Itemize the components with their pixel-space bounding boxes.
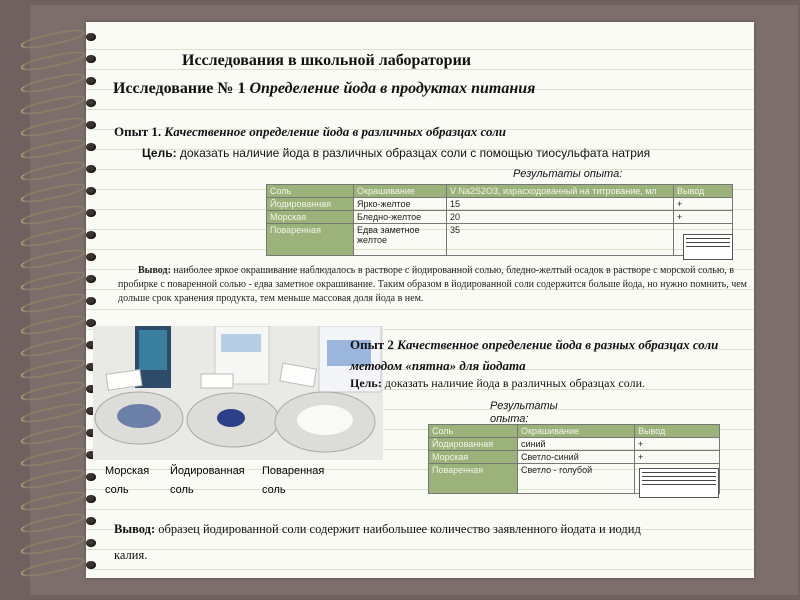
table-cell: Морская <box>429 451 518 464</box>
spiral-ring-icon <box>20 30 102 44</box>
exp1-goal-label: Цель: <box>142 146 177 160</box>
spiral-ring-icon <box>20 492 102 506</box>
table-cell: 20 <box>447 211 674 224</box>
table-row <box>429 438 720 451</box>
exp2-label: Опыт 2 <box>350 337 398 352</box>
exp1-results-label: Результаты опыта: <box>513 168 623 180</box>
table-cell: Поваренная <box>429 464 518 494</box>
spiral-ring-icon <box>20 448 102 462</box>
spiral-ring-icon <box>20 140 102 154</box>
page-title: Исследования в школьной лаборатории <box>182 52 471 69</box>
table-header-cell: Соль <box>429 425 518 438</box>
table-header-cell: V Na2S2O3, израсходованный на титрование, мл <box>447 185 674 198</box>
spiral-ring-icon <box>20 316 102 330</box>
spiral-ring-icon <box>20 360 102 374</box>
table-row <box>267 211 733 224</box>
spiral-ring-icon <box>20 74 102 88</box>
subtitle-prefix: Исследование № 1 <box>113 80 250 97</box>
table-cell: Морская <box>267 211 354 224</box>
spiral-ring-icon <box>20 382 102 396</box>
salt-samples-photo <box>93 326 383 460</box>
spiral-ring-icon <box>20 470 102 484</box>
table-row <box>267 198 733 211</box>
subtitle-topic: Определение йода в продуктах питания <box>249 80 536 97</box>
spiral-ring-icon <box>20 338 102 352</box>
spiral-ring-icon <box>20 52 102 66</box>
table-cell: + <box>635 438 720 451</box>
exp1-conclusion-label: Вывод: <box>138 265 171 276</box>
spiral-ring-icon <box>20 536 102 550</box>
exp2-title: Качественное определение йода в разных образцах соли методом «пятна» для йодата <box>350 337 719 373</box>
exp2-goal-label: Цель: <box>350 376 382 390</box>
exp1-title: Качественное определение йода в различных образцах соли <box>164 124 507 139</box>
table-cell: + <box>674 211 733 224</box>
embedded-mini-table <box>683 234 733 260</box>
spiral-ring-icon <box>20 514 102 528</box>
exp2-goal-text: доказать наличие йода в различных образцах соли. <box>381 376 646 390</box>
final-conclusion-text: образец йодированной соли содержит наибольшее количество заявленного йодата и иодид калия. <box>114 522 641 562</box>
table-cell: 35 <box>447 224 674 256</box>
table-header-cell: Окрашивание <box>354 185 447 198</box>
photo-label-sea-salt: Морская соль <box>105 465 150 496</box>
table-cell: синий <box>518 438 635 451</box>
table-row <box>267 224 733 256</box>
table-header-cell: Вывод <box>635 425 720 438</box>
table-header-row <box>429 425 720 438</box>
exp1-conclusion <box>118 264 748 306</box>
table-header-row <box>267 185 733 198</box>
table-header-cell: Соль <box>267 185 354 198</box>
spiral-ring-icon <box>20 228 102 242</box>
salt-samples-illustration <box>93 326 383 460</box>
table-header-cell: Вывод <box>674 185 733 198</box>
table-cell: Светло-синий <box>518 451 635 464</box>
spiral-ring-icon <box>20 426 102 440</box>
photo-label-table-salt: Поваренная соль <box>262 465 325 496</box>
exp1-conclusion-text: наиболее яркое окрашивание наблюдалось в растворе с йодированной солью, бледно-желтый осадок в растворе с морской солью, в пробирке с поваренной солью - едва заметное окрашивание. Таким образом в йодированной соли содержится больше йода, но нужно помнить, чем дольше срок хранения продукта, тем меньше массовая доля йода в нем. <box>118 265 747 304</box>
table-cell: Бледно-желтое <box>354 211 447 224</box>
spiral-ring-icon <box>20 96 102 110</box>
spiral-ring-icon <box>20 162 102 176</box>
spiral-binding <box>0 0 120 600</box>
page-subtitle <box>113 80 535 98</box>
spiral-ring-icon <box>20 206 102 220</box>
table-cell: Ярко-желтое <box>354 198 447 211</box>
table-cell: Поваренная <box>267 224 354 256</box>
spiral-ring-icon <box>20 404 102 418</box>
spiral-ring-icon <box>20 250 102 264</box>
table-cell: Йодированная <box>429 438 518 451</box>
exp1-goal <box>142 146 650 160</box>
table-cell: + <box>674 198 733 211</box>
exp1-label: Опыт 1. <box>114 124 165 139</box>
table-cell: 15 <box>447 198 674 211</box>
photo-label-iodized-salt: Йодированная соль <box>170 465 245 496</box>
spiral-ring-icon <box>20 558 102 572</box>
table-cell: + <box>635 451 720 464</box>
exp2-goal <box>350 376 645 391</box>
final-conclusion <box>114 516 674 568</box>
spiral-ring-icon <box>20 272 102 286</box>
spiral-ring-icon <box>20 294 102 308</box>
exp2-results-label: Результаты опыта: <box>490 400 558 425</box>
exp2-heading <box>350 334 748 376</box>
exp1-heading <box>114 124 506 140</box>
exp1-table <box>266 184 733 256</box>
table-cell: Йодированная <box>267 198 354 211</box>
exp1-goal-text: доказать наличие йода в различных образцах соли с помощью тиосульфата натрия <box>176 146 651 160</box>
table-header-cell: Окрашивание <box>518 425 635 438</box>
table-cell: Светло - голубой <box>518 464 635 494</box>
embedded-mini-table <box>639 468 719 498</box>
spiral-ring-icon <box>20 118 102 132</box>
final-conclusion-label: Вывод: <box>114 522 156 536</box>
table-cell: Едва заметное желтое <box>354 224 447 256</box>
table-row <box>429 451 720 464</box>
spiral-ring-icon <box>20 184 102 198</box>
